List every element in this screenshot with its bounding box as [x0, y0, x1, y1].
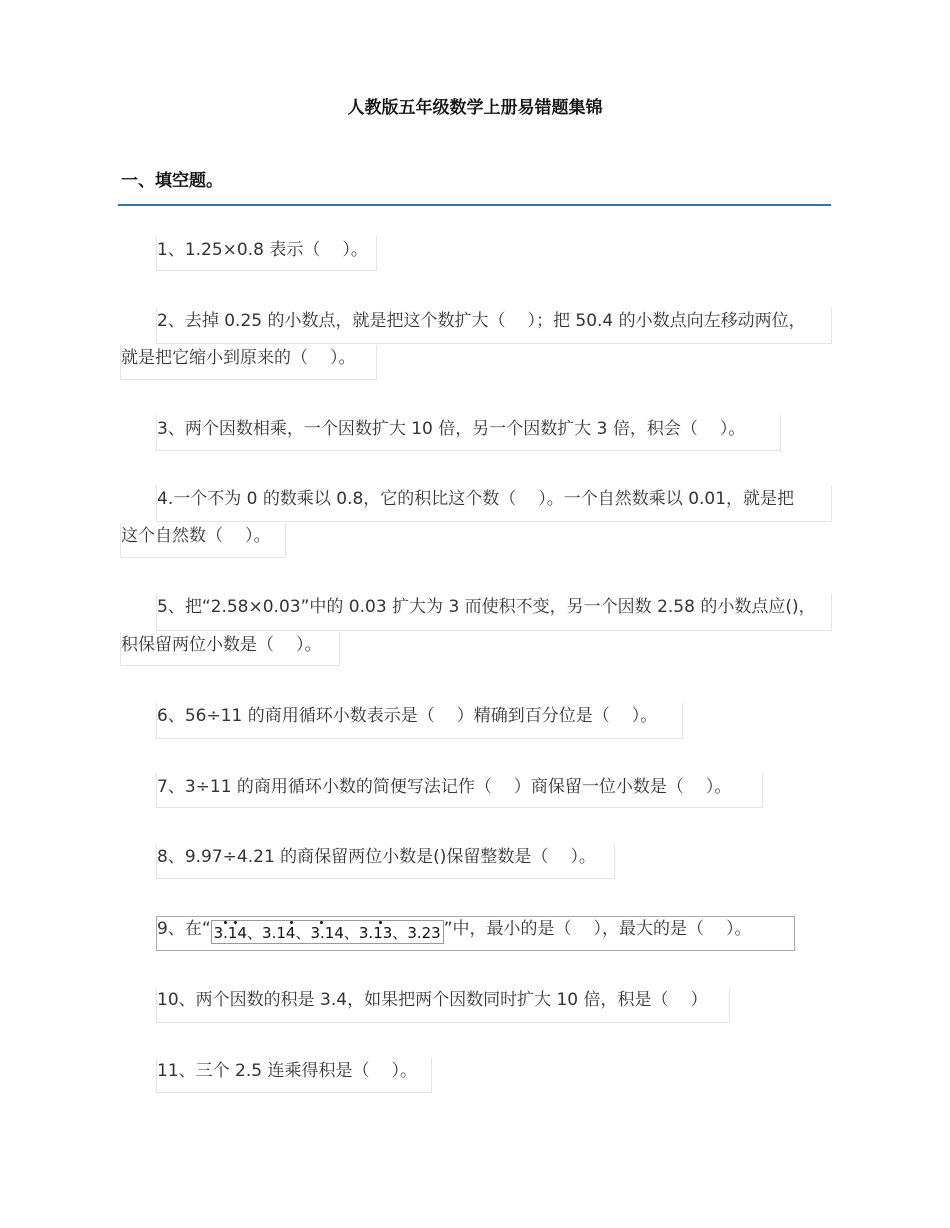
question-2-line-1: 2、去掉 0.25 的小数点，就是把这个数扩大（ ）；把 50.4 的小数点向左移动两位，	[157, 311, 806, 331]
decimal-4: 3.13	[359, 924, 392, 942]
question-2-line-2: 就是把它缩小到原来的（ ）。	[121, 348, 356, 368]
question-3: 3、两个因数相乘，一个因数扩大 10 倍，另一个因数扩大 3 倍，积会（ ）。	[157, 419, 746, 439]
question-11: 11、三个 2.5 连乘得积是（ ）。	[157, 1061, 417, 1081]
repeating-decimals-figure: 3.14 、3.14 、3.14 、3.13 、3.23	[211, 920, 444, 944]
question-5-line-2: 积保留两位小数是（ ）。	[121, 635, 322, 655]
page-title: 人教版五年级数学上册易错题集锦	[347, 98, 603, 118]
decimal-1: 3.14	[214, 924, 247, 942]
decimal-5: 3.23	[407, 924, 441, 942]
section-divider	[118, 204, 831, 206]
question-10: 10、两个因数的积是 3.4，如果把两个因数同时扩大 10 倍，积是（ ）	[157, 990, 708, 1010]
question-1: 1、1.25×0.8 表示（ ）。	[157, 240, 368, 260]
question-8: 8、9.97÷4.21 的商保留两位小数是()保留整数是（ ）。	[157, 847, 596, 867]
decimal-2: 3.14	[262, 924, 295, 942]
question-4-line-1: 4.一个不为 0 的数乘以 0.8，它的积比这个数（ ）。一个自然数乘以 0.01，就是把	[157, 489, 795, 509]
question-9: 9、在“ 3.14 、3.14 、3.14 、3.13 、3.23 ”中，最小的是（ ），最大的是（ ）。	[157, 919, 752, 942]
question-5-line-1: 5、把“2.58×0.03”中的 0.03 扩大为 3 而使积不变，另一个因数 2.58 的小数点应()，	[157, 597, 816, 617]
question-6: 6、56÷11 的商用循环小数表示是（ ）精确到百分位是（ ）。	[157, 706, 658, 726]
question-7: 7、3÷11 的商用循环小数的简便写法记作（ ）商保留一位小数是（ ）。	[157, 777, 732, 797]
section-heading: 一、填空题。	[121, 171, 223, 191]
question-4-line-2: 这个自然数（ ）。	[121, 526, 271, 546]
decimal-3: 3.14	[310, 924, 343, 942]
